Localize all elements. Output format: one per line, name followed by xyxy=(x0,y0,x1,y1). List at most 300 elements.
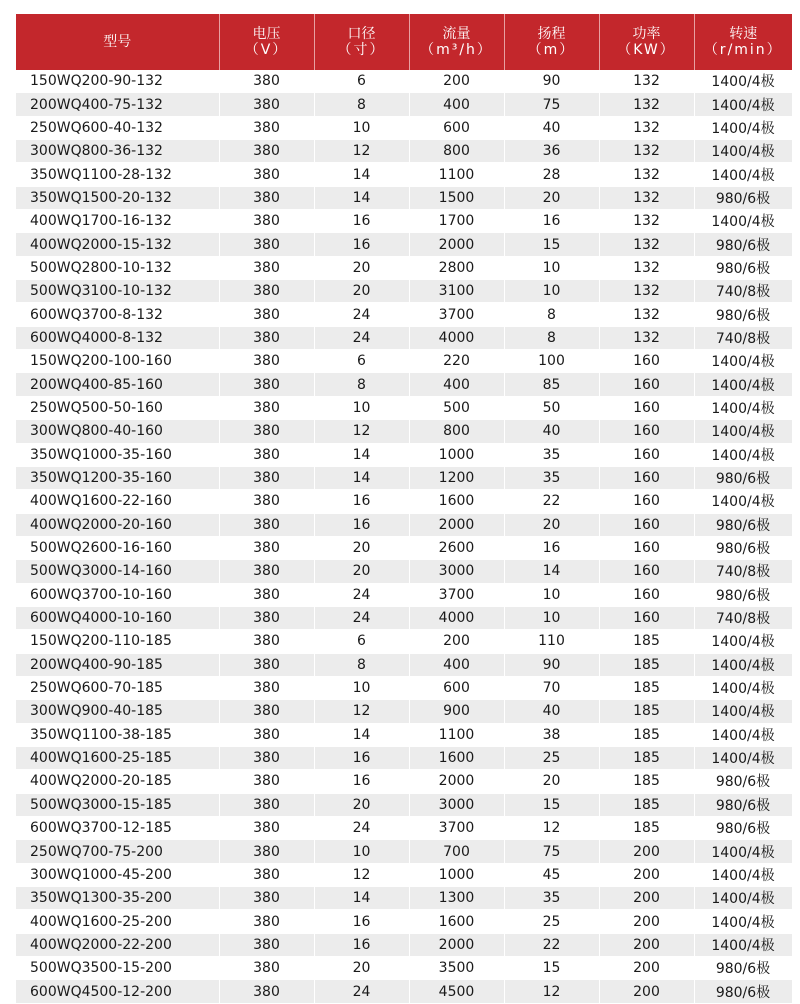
cell-model: 350WQ1000-35-160 xyxy=(16,443,219,466)
cell-power: 132 xyxy=(599,326,694,349)
cell-power: 132 xyxy=(599,233,694,256)
cell-voltage: 380 xyxy=(219,490,314,513)
cell-caliber: 6 xyxy=(314,350,409,373)
cell-speed: 1400/4极 xyxy=(694,746,792,769)
cell-speed: 1400/4极 xyxy=(694,700,792,723)
cell-speed: 1400/4极 xyxy=(694,396,792,419)
cell-caliber: 16 xyxy=(314,490,409,513)
table-row xyxy=(16,583,792,606)
cell-head: 28 xyxy=(504,163,599,186)
cell-caliber: 24 xyxy=(314,303,409,326)
table-row xyxy=(16,606,792,629)
cell-voltage: 380 xyxy=(219,887,314,910)
table-row xyxy=(16,723,792,746)
cell-voltage: 380 xyxy=(219,280,314,303)
cell-flow: 1500 xyxy=(409,186,504,209)
header-flow xyxy=(409,14,504,70)
cell-speed: 1400/4极 xyxy=(694,723,792,746)
cell-speed: 1400/4极 xyxy=(694,840,792,863)
cell-head: 100 xyxy=(504,350,599,373)
cell-model: 600WQ4000-8-132 xyxy=(16,326,219,349)
cell-caliber: 16 xyxy=(314,746,409,769)
cell-voltage: 380 xyxy=(219,140,314,163)
cell-caliber: 12 xyxy=(314,863,409,886)
cell-head: 45 xyxy=(504,863,599,886)
cell-speed: 1400/4极 xyxy=(694,653,792,676)
cell-speed: 1400/4极 xyxy=(694,887,792,910)
cell-speed: 1400/4极 xyxy=(694,140,792,163)
cell-model: 400WQ2000-22-200 xyxy=(16,933,219,956)
cell-caliber: 12 xyxy=(314,700,409,723)
table-row xyxy=(16,933,792,956)
cell-speed: 980/6极 xyxy=(694,770,792,793)
cell-caliber: 16 xyxy=(314,933,409,956)
cell-speed: 1400/4极 xyxy=(694,933,792,956)
table-row xyxy=(16,373,792,396)
header-power-label: 功率 xyxy=(632,26,661,42)
cell-voltage: 380 xyxy=(219,326,314,349)
cell-caliber: 10 xyxy=(314,116,409,139)
table-row xyxy=(16,980,792,1003)
cell-power: 200 xyxy=(599,957,694,980)
table-row xyxy=(16,116,792,139)
cell-power: 160 xyxy=(599,560,694,583)
cell-flow: 2000 xyxy=(409,233,504,256)
cell-caliber: 20 xyxy=(314,957,409,980)
cell-model: 250WQ700-75-200 xyxy=(16,840,219,863)
cell-speed: 740/8极 xyxy=(694,326,792,349)
cell-voltage: 380 xyxy=(219,863,314,886)
table-row xyxy=(16,70,792,93)
cell-head: 35 xyxy=(504,887,599,910)
table-row xyxy=(16,210,792,233)
table-row xyxy=(16,676,792,699)
table-row xyxy=(16,163,792,186)
header-power-unit: （KW） xyxy=(617,42,676,58)
cell-head: 12 xyxy=(504,817,599,840)
cell-voltage: 380 xyxy=(219,350,314,373)
cell-caliber: 24 xyxy=(314,817,409,840)
cell-model: 600WQ3700-8-132 xyxy=(16,303,219,326)
cell-flow: 1600 xyxy=(409,910,504,933)
cell-flow: 1700 xyxy=(409,210,504,233)
cell-model: 350WQ1100-38-185 xyxy=(16,723,219,746)
cell-caliber: 14 xyxy=(314,466,409,489)
cell-power: 132 xyxy=(599,256,694,279)
cell-voltage: 380 xyxy=(219,840,314,863)
cell-caliber: 14 xyxy=(314,186,409,209)
cell-model: 250WQ600-40-132 xyxy=(16,116,219,139)
table-row xyxy=(16,793,792,816)
pump-spec-table xyxy=(16,14,793,1004)
table-row xyxy=(16,303,792,326)
cell-head: 8 xyxy=(504,326,599,349)
cell-flow: 3700 xyxy=(409,817,504,840)
cell-flow: 3100 xyxy=(409,280,504,303)
header-voltage xyxy=(219,14,314,70)
cell-flow: 200 xyxy=(409,70,504,93)
cell-power: 185 xyxy=(599,630,694,653)
cell-speed: 1400/4极 xyxy=(694,116,792,139)
cell-caliber: 16 xyxy=(314,210,409,233)
table-row xyxy=(16,233,792,256)
header-voltage-label: 电压 xyxy=(252,26,281,42)
table-row xyxy=(16,420,792,443)
header-voltage-unit: （V） xyxy=(244,42,289,58)
cell-head: 40 xyxy=(504,700,599,723)
cell-caliber: 14 xyxy=(314,887,409,910)
cell-voltage: 380 xyxy=(219,513,314,536)
cell-head: 20 xyxy=(504,770,599,793)
cell-head: 10 xyxy=(504,583,599,606)
cell-head: 75 xyxy=(504,93,599,116)
cell-voltage: 380 xyxy=(219,676,314,699)
header-caliber-label: 口径 xyxy=(347,26,376,42)
cell-model: 350WQ1500-20-132 xyxy=(16,186,219,209)
cell-head: 12 xyxy=(504,980,599,1003)
cell-caliber: 10 xyxy=(314,840,409,863)
cell-power: 132 xyxy=(599,210,694,233)
cell-speed: 1400/4极 xyxy=(694,630,792,653)
cell-flow: 2000 xyxy=(409,770,504,793)
cell-caliber: 6 xyxy=(314,70,409,93)
cell-caliber: 10 xyxy=(314,396,409,419)
cell-flow: 1300 xyxy=(409,887,504,910)
cell-caliber: 12 xyxy=(314,420,409,443)
cell-caliber: 14 xyxy=(314,163,409,186)
cell-power: 200 xyxy=(599,910,694,933)
cell-power: 200 xyxy=(599,840,694,863)
cell-flow: 2000 xyxy=(409,933,504,956)
cell-flow: 400 xyxy=(409,93,504,116)
cell-head: 20 xyxy=(504,513,599,536)
table-row xyxy=(16,513,792,536)
table-row xyxy=(16,630,792,653)
header-speed xyxy=(694,14,792,70)
cell-flow: 200 xyxy=(409,630,504,653)
cell-power: 132 xyxy=(599,186,694,209)
cell-head: 16 xyxy=(504,210,599,233)
cell-head: 22 xyxy=(504,490,599,513)
cell-head: 35 xyxy=(504,443,599,466)
table-row xyxy=(16,840,792,863)
cell-flow: 500 xyxy=(409,396,504,419)
cell-model: 400WQ2000-20-160 xyxy=(16,513,219,536)
cell-model: 500WQ3000-15-185 xyxy=(16,793,219,816)
cell-power: 160 xyxy=(599,466,694,489)
cell-power: 160 xyxy=(599,420,694,443)
cell-speed: 980/6极 xyxy=(694,303,792,326)
cell-model: 500WQ2800-10-132 xyxy=(16,256,219,279)
cell-power: 160 xyxy=(599,490,694,513)
cell-flow: 3500 xyxy=(409,957,504,980)
cell-speed: 1400/4极 xyxy=(694,373,792,396)
cell-power: 160 xyxy=(599,513,694,536)
cell-caliber: 20 xyxy=(314,560,409,583)
cell-power: 185 xyxy=(599,817,694,840)
cell-power: 132 xyxy=(599,93,694,116)
cell-head: 8 xyxy=(504,303,599,326)
cell-caliber: 8 xyxy=(314,373,409,396)
cell-speed: 1400/4极 xyxy=(694,93,792,116)
cell-caliber: 16 xyxy=(314,770,409,793)
cell-model: 400WQ2000-20-185 xyxy=(16,770,219,793)
cell-voltage: 380 xyxy=(219,210,314,233)
cell-power: 185 xyxy=(599,746,694,769)
cell-model: 500WQ2600-16-160 xyxy=(16,536,219,559)
cell-speed: 1400/4极 xyxy=(694,443,792,466)
cell-speed: 980/6极 xyxy=(694,233,792,256)
cell-model: 400WQ2000-15-132 xyxy=(16,233,219,256)
cell-caliber: 8 xyxy=(314,653,409,676)
cell-voltage: 380 xyxy=(219,93,314,116)
cell-head: 75 xyxy=(504,840,599,863)
cell-flow: 1600 xyxy=(409,490,504,513)
cell-speed: 740/8极 xyxy=(694,606,792,629)
cell-model: 200WQ400-90-185 xyxy=(16,653,219,676)
cell-flow: 800 xyxy=(409,140,504,163)
cell-caliber: 20 xyxy=(314,256,409,279)
cell-model: 150WQ200-110-185 xyxy=(16,630,219,653)
cell-speed: 980/6极 xyxy=(694,793,792,816)
cell-caliber: 6 xyxy=(314,630,409,653)
cell-model: 500WQ3000-14-160 xyxy=(16,560,219,583)
cell-power: 132 xyxy=(599,116,694,139)
cell-speed: 980/6极 xyxy=(694,957,792,980)
cell-flow: 1100 xyxy=(409,163,504,186)
cell-head: 35 xyxy=(504,466,599,489)
cell-model: 400WQ1600-22-160 xyxy=(16,490,219,513)
cell-model: 150WQ200-90-132 xyxy=(16,70,219,93)
cell-head: 40 xyxy=(504,116,599,139)
cell-head: 90 xyxy=(504,653,599,676)
cell-speed: 1400/4极 xyxy=(694,420,792,443)
table-row xyxy=(16,466,792,489)
cell-voltage: 380 xyxy=(219,980,314,1003)
cell-voltage: 380 xyxy=(219,443,314,466)
table-row xyxy=(16,350,792,373)
cell-head: 16 xyxy=(504,536,599,559)
cell-voltage: 380 xyxy=(219,746,314,769)
table-row xyxy=(16,746,792,769)
cell-voltage: 380 xyxy=(219,466,314,489)
cell-caliber: 24 xyxy=(314,326,409,349)
cell-voltage: 380 xyxy=(219,70,314,93)
cell-flow: 400 xyxy=(409,373,504,396)
cell-caliber: 12 xyxy=(314,140,409,163)
cell-voltage: 380 xyxy=(219,793,314,816)
cell-speed: 1400/4极 xyxy=(694,676,792,699)
cell-power: 185 xyxy=(599,653,694,676)
table-row xyxy=(16,887,792,910)
cell-voltage: 380 xyxy=(219,163,314,186)
cell-flow: 600 xyxy=(409,676,504,699)
cell-caliber: 14 xyxy=(314,443,409,466)
header-caliber xyxy=(314,14,409,70)
table-row xyxy=(16,256,792,279)
cell-voltage: 380 xyxy=(219,817,314,840)
cell-power: 200 xyxy=(599,887,694,910)
cell-head: 38 xyxy=(504,723,599,746)
header-head-label: 扬程 xyxy=(537,26,566,42)
cell-voltage: 380 xyxy=(219,396,314,419)
table-row xyxy=(16,326,792,349)
cell-power: 185 xyxy=(599,770,694,793)
cell-head: 50 xyxy=(504,396,599,419)
cell-voltage: 380 xyxy=(219,233,314,256)
cell-model: 300WQ1000-45-200 xyxy=(16,863,219,886)
cell-speed: 980/6极 xyxy=(694,513,792,536)
cell-power: 160 xyxy=(599,583,694,606)
cell-model: 600WQ4500-12-200 xyxy=(16,980,219,1003)
cell-caliber: 14 xyxy=(314,723,409,746)
cell-power: 200 xyxy=(599,980,694,1003)
cell-flow: 800 xyxy=(409,420,504,443)
cell-model: 600WQ4000-10-160 xyxy=(16,606,219,629)
header-speed-label: 转速 xyxy=(729,26,758,42)
cell-flow: 4000 xyxy=(409,326,504,349)
header-head-unit: （m） xyxy=(527,42,576,58)
cell-model: 600WQ3700-10-160 xyxy=(16,583,219,606)
cell-model: 250WQ600-70-185 xyxy=(16,676,219,699)
cell-flow: 1200 xyxy=(409,466,504,489)
cell-head: 14 xyxy=(504,560,599,583)
cell-voltage: 380 xyxy=(219,420,314,443)
cell-power: 200 xyxy=(599,933,694,956)
cell-model: 400WQ1700-16-132 xyxy=(16,210,219,233)
cell-speed: 1400/4极 xyxy=(694,350,792,373)
cell-head: 15 xyxy=(504,233,599,256)
table-row xyxy=(16,910,792,933)
cell-model: 350WQ1300-35-200 xyxy=(16,887,219,910)
cell-voltage: 380 xyxy=(219,933,314,956)
table-row xyxy=(16,957,792,980)
cell-model: 150WQ200-100-160 xyxy=(16,350,219,373)
cell-flow: 2000 xyxy=(409,513,504,536)
cell-power: 132 xyxy=(599,303,694,326)
table-row xyxy=(16,443,792,466)
cell-head: 25 xyxy=(504,910,599,933)
header-flow-label: 流量 xyxy=(442,26,471,42)
table-row xyxy=(16,863,792,886)
cell-voltage: 380 xyxy=(219,606,314,629)
cell-caliber: 20 xyxy=(314,793,409,816)
cell-caliber: 10 xyxy=(314,676,409,699)
cell-head: 110 xyxy=(504,630,599,653)
cell-model: 500WQ3500-15-200 xyxy=(16,957,219,980)
cell-flow: 4000 xyxy=(409,606,504,629)
table-row xyxy=(16,186,792,209)
cell-caliber: 20 xyxy=(314,536,409,559)
cell-flow: 3000 xyxy=(409,560,504,583)
cell-speed: 1400/4极 xyxy=(694,863,792,886)
cell-power: 200 xyxy=(599,863,694,886)
cell-caliber: 16 xyxy=(314,910,409,933)
cell-flow: 220 xyxy=(409,350,504,373)
cell-model: 300WQ800-40-160 xyxy=(16,420,219,443)
cell-power: 132 xyxy=(599,280,694,303)
table-row xyxy=(16,817,792,840)
cell-model: 200WQ400-75-132 xyxy=(16,93,219,116)
cell-model: 500WQ3100-10-132 xyxy=(16,280,219,303)
cell-power: 185 xyxy=(599,793,694,816)
header-flow-unit: （m³/h） xyxy=(420,42,493,58)
cell-power: 160 xyxy=(599,606,694,629)
table-row xyxy=(16,700,792,723)
table-row xyxy=(16,140,792,163)
cell-flow: 2800 xyxy=(409,256,504,279)
cell-voltage: 380 xyxy=(219,536,314,559)
table-row xyxy=(16,560,792,583)
header-caliber-unit: （寸） xyxy=(337,42,386,58)
cell-voltage: 380 xyxy=(219,256,314,279)
header-power xyxy=(599,14,694,70)
cell-power: 160 xyxy=(599,350,694,373)
cell-voltage: 380 xyxy=(219,653,314,676)
cell-voltage: 380 xyxy=(219,116,314,139)
cell-voltage: 380 xyxy=(219,770,314,793)
table-body xyxy=(16,70,792,1003)
cell-power: 160 xyxy=(599,396,694,419)
cell-head: 20 xyxy=(504,186,599,209)
cell-power: 132 xyxy=(599,163,694,186)
cell-head: 10 xyxy=(504,280,599,303)
cell-speed: 980/6极 xyxy=(694,583,792,606)
cell-speed: 980/6极 xyxy=(694,536,792,559)
cell-power: 185 xyxy=(599,700,694,723)
cell-model: 200WQ400-85-160 xyxy=(16,373,219,396)
cell-speed: 980/6极 xyxy=(694,817,792,840)
cell-head: 10 xyxy=(504,606,599,629)
cell-flow: 1100 xyxy=(409,723,504,746)
cell-power: 185 xyxy=(599,676,694,699)
cell-model: 350WQ1200-35-160 xyxy=(16,466,219,489)
cell-model: 350WQ1100-28-132 xyxy=(16,163,219,186)
cell-caliber: 24 xyxy=(314,606,409,629)
cell-caliber: 16 xyxy=(314,233,409,256)
cell-speed: 740/8极 xyxy=(694,280,792,303)
cell-caliber: 24 xyxy=(314,583,409,606)
table-row xyxy=(16,280,792,303)
cell-model: 300WQ900-40-185 xyxy=(16,700,219,723)
cell-speed: 1400/4极 xyxy=(694,910,792,933)
cell-speed: 980/6极 xyxy=(694,466,792,489)
cell-model: 600WQ3700-12-185 xyxy=(16,817,219,840)
cell-voltage: 380 xyxy=(219,630,314,653)
cell-voltage: 380 xyxy=(219,373,314,396)
table-row xyxy=(16,653,792,676)
cell-model: 400WQ1600-25-185 xyxy=(16,746,219,769)
cell-head: 70 xyxy=(504,676,599,699)
cell-flow: 700 xyxy=(409,840,504,863)
cell-head: 40 xyxy=(504,420,599,443)
cell-model: 250WQ500-50-160 xyxy=(16,396,219,419)
cell-head: 25 xyxy=(504,746,599,769)
cell-head: 15 xyxy=(504,957,599,980)
cell-power: 160 xyxy=(599,443,694,466)
cell-voltage: 380 xyxy=(219,583,314,606)
cell-flow: 600 xyxy=(409,116,504,139)
cell-flow: 3700 xyxy=(409,303,504,326)
cell-voltage: 380 xyxy=(219,700,314,723)
cell-head: 85 xyxy=(504,373,599,396)
cell-speed: 1400/4极 xyxy=(694,70,792,93)
cell-flow: 3700 xyxy=(409,583,504,606)
table-row xyxy=(16,490,792,513)
table-row xyxy=(16,396,792,419)
header-model-label: 型号 xyxy=(103,34,132,50)
cell-flow: 1600 xyxy=(409,746,504,769)
